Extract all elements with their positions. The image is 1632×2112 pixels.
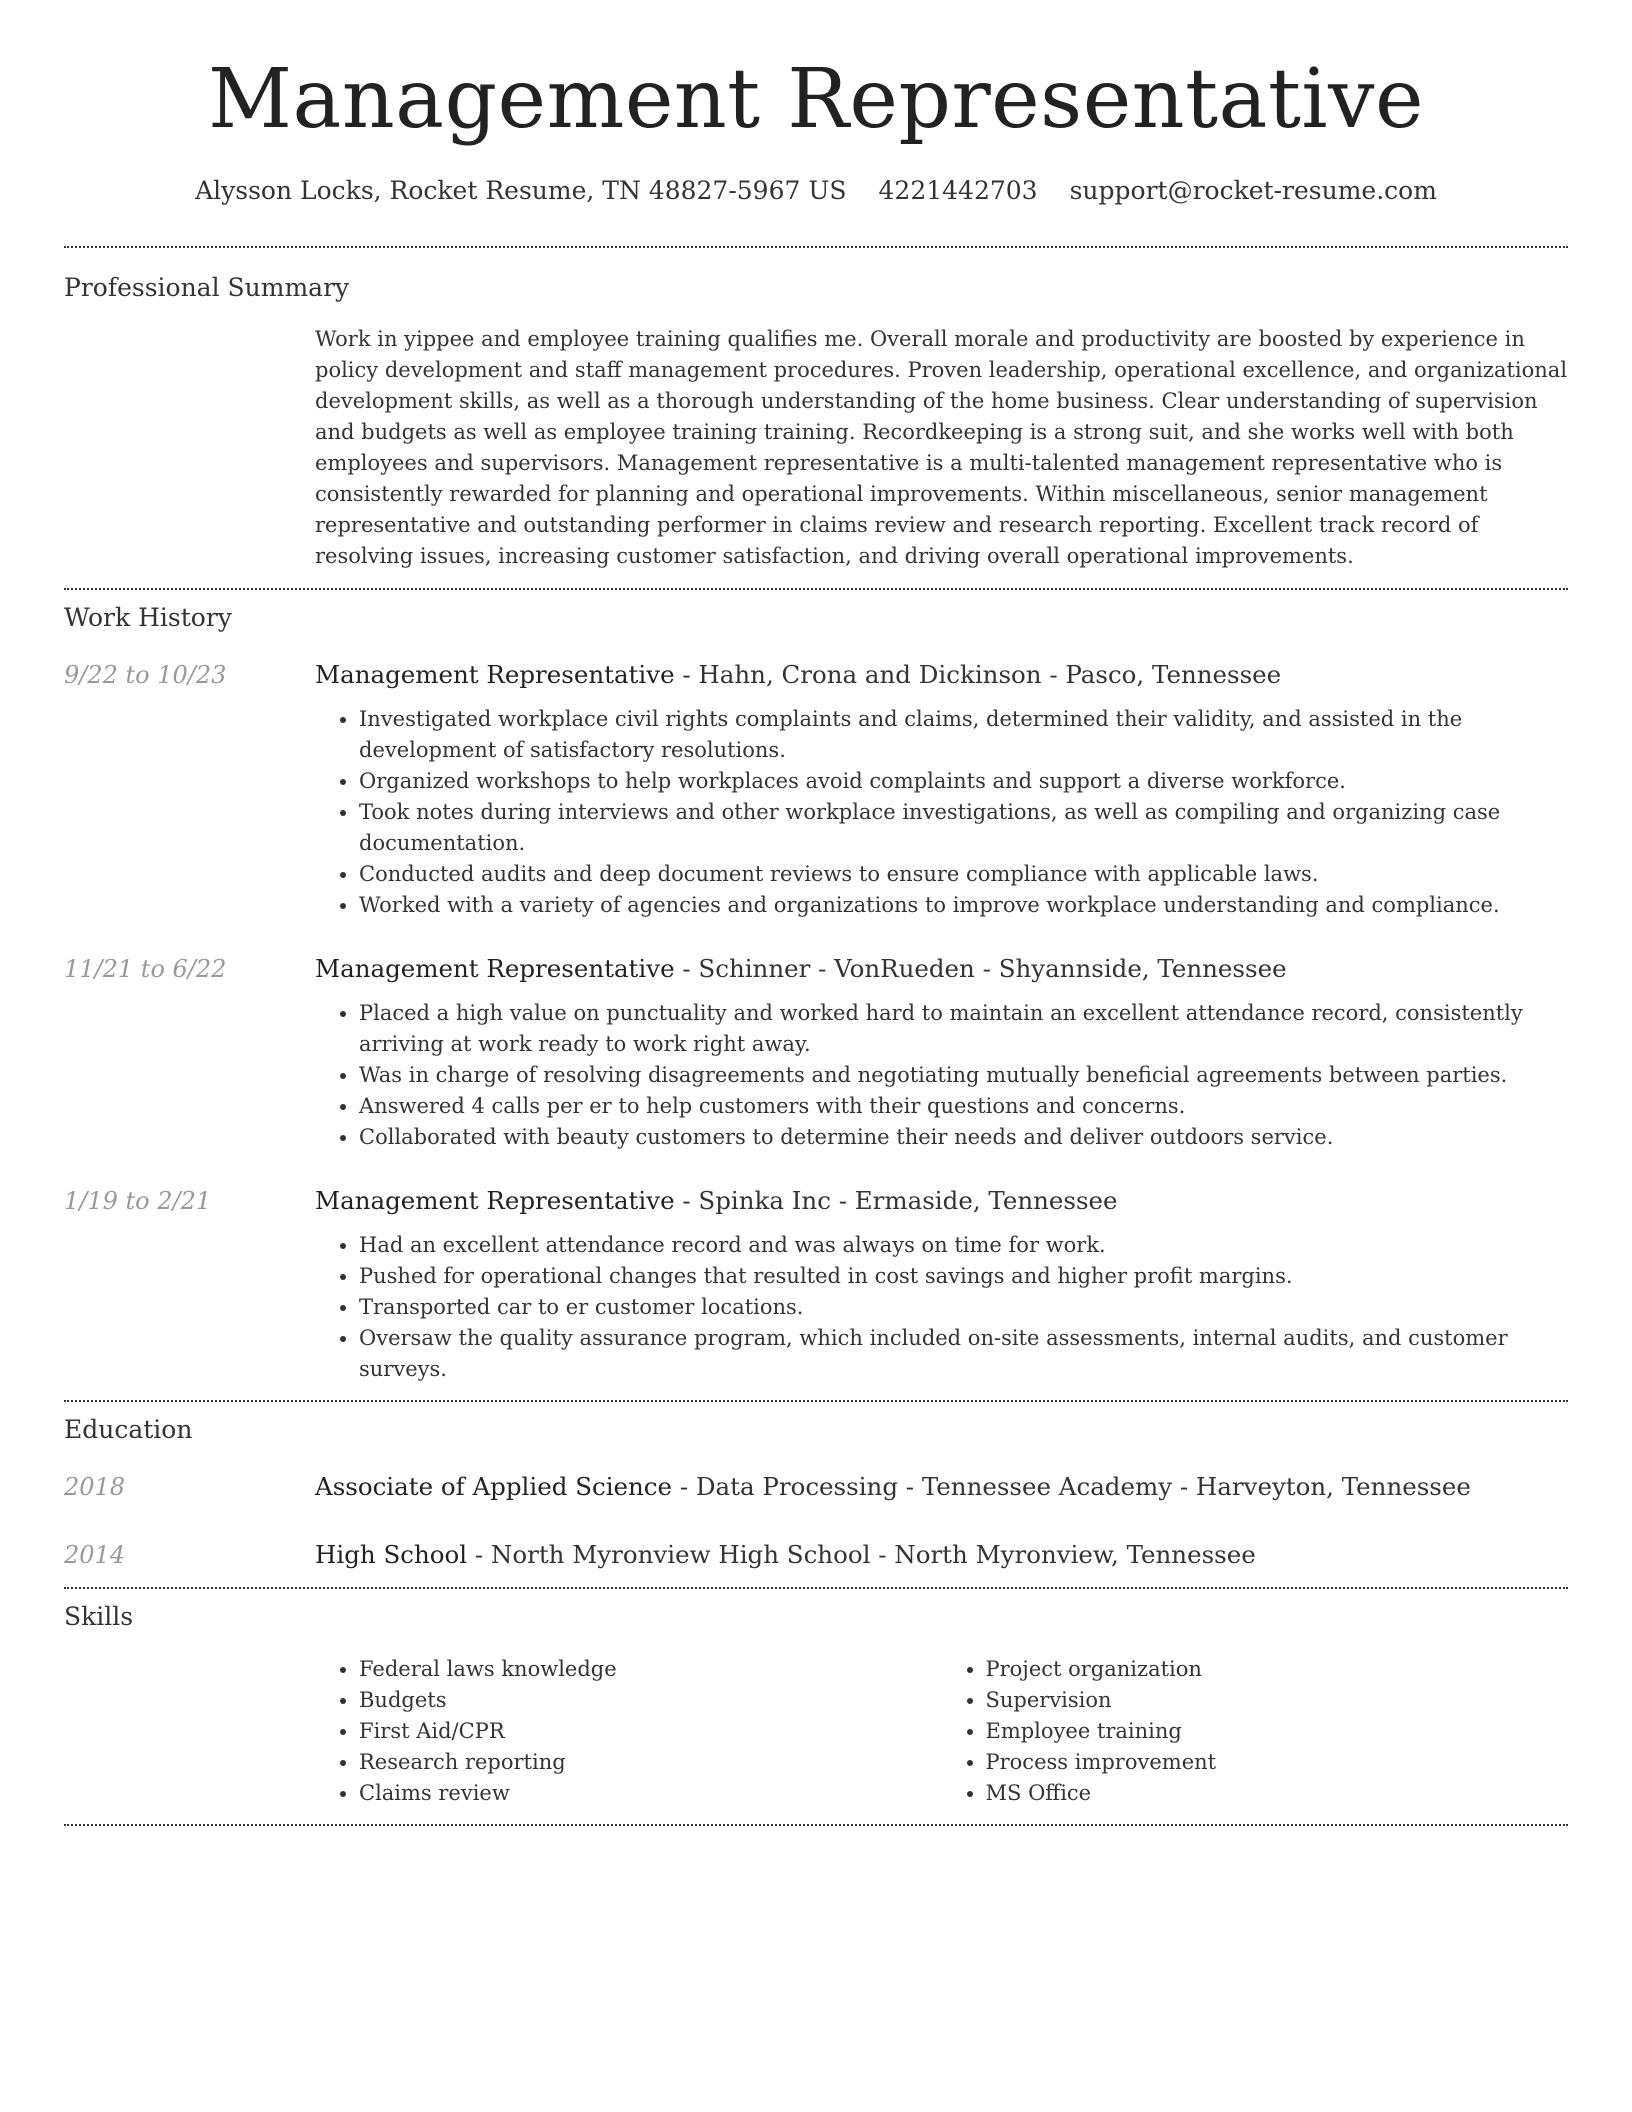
job-entry — [64, 658, 1568, 921]
job-dates: 9/22 to 10/23 — [64, 661, 227, 689]
education-details: - Data Processing - Tennessee Academy - Harveyton, Tennessee — [672, 1472, 1471, 1501]
list-item: • Organized workshops to help workplaces avoid complaints and support a diverse workforce. — [359, 766, 1568, 797]
skills-section — [64, 1589, 1568, 1809]
education-title — [315, 1538, 1568, 1572]
education-year: 2014 — [64, 1541, 126, 1569]
skill-item: • Federal laws knowledge — [359, 1654, 942, 1685]
skill-item: • First Aid/CPR — [359, 1716, 942, 1747]
job-title — [315, 1184, 1568, 1218]
summary-section — [64, 248, 1568, 572]
job-title — [315, 658, 1568, 692]
skill-item: • Budgets — [359, 1685, 942, 1716]
job-dates: 1/19 to 2/21 — [64, 1187, 212, 1215]
skill-item: • Research reporting — [359, 1747, 942, 1778]
skills-list-left — [315, 1654, 942, 1809]
summary-text: Work in yippee and employee training qualifies me. Overall morale and productivity are boosted by experience in policy development and staff management procedures. Proven leadership, operational excellence, and organizational development skills, as well as a thorough understanding of the home business. Clear understanding of supervision and budgets as well as employee training training. Recordkeeping is a strong suit, and she works well with both employees and supervisors. Management representative is a multi-talented management representative who is consistently rewarded for planning and operational improvements. Within miscellaneous, senior management representative and outstanding performer in claims review and research reporting. Excellent track record of resolving issues, increasing customer satisfaction, and driving overall operational improvements. — [315, 327, 1568, 568]
job-bullets — [315, 998, 1568, 1153]
list-item: • Had an excellent attendance record and was always on time for work. — [359, 1230, 1568, 1261]
education-entry — [64, 1470, 1568, 1504]
divider — [64, 1824, 1568, 1826]
resume-title: Management Representative — [208, 52, 1424, 147]
work-section — [64, 590, 1568, 1385]
education-section — [64, 1402, 1568, 1572]
work-heading: Work History — [64, 603, 232, 632]
job-bullets — [315, 1230, 1568, 1385]
list-item: • Investigated workplace civil rights complaints and claims, determined their validity, and assisted in the development of satisfactory resolutions. — [359, 704, 1568, 766]
job-dates: 11/21 to 6/22 — [64, 955, 227, 983]
list-item: • Transported car to er customer locations. — [359, 1292, 1568, 1323]
list-item: • Answered 4 calls per er to help customers with their questions and concerns. — [359, 1091, 1568, 1122]
skill-item: • Employee training — [986, 1716, 1569, 1747]
job-details: - Hahn, Crona and Dickinson - Pasco, Tennessee — [674, 660, 1282, 689]
education-entry — [64, 1538, 1568, 1572]
contact-line — [64, 174, 1568, 208]
education-degree: Associate of Applied Science — [315, 1472, 673, 1501]
list-item: • Conducted audits and deep document reviews to ensure compliance with applicable laws. — [359, 859, 1568, 890]
job-role: Management Representative — [315, 1186, 675, 1215]
skill-item: • Process improvement — [986, 1747, 1569, 1778]
job-role: Management Representative — [315, 660, 675, 689]
skill-item: • MS Office — [986, 1778, 1569, 1809]
skill-item: • Project organization — [986, 1654, 1569, 1685]
job-entry — [64, 952, 1568, 1153]
summary-heading: Professional Summary — [64, 273, 350, 302]
list-item: • Collaborated with beauty customers to determine their needs and deliver outdoors service. — [359, 1122, 1568, 1153]
job-entry — [64, 1184, 1568, 1385]
contact-phone: 4221442703 — [878, 176, 1038, 205]
contact-email: support@rocket-resume.com — [1069, 176, 1437, 205]
education-title — [315, 1470, 1568, 1504]
job-details: - Spinka Inc - Ermaside, Tennessee — [674, 1186, 1118, 1215]
list-item: • Took notes during interviews and other workplace investigations, as well as compiling and organizing case documentation. — [359, 797, 1568, 859]
list-item: • Placed a high value on punctuality and worked hard to maintain an excellent attendance record, consistently arriving at work ready to work right away. — [359, 998, 1568, 1060]
contact-address: Alysson Locks, Rocket Resume, TN 48827-5967 US — [195, 176, 847, 205]
skill-item: • Claims review — [359, 1778, 942, 1809]
job-bullets — [315, 704, 1568, 921]
list-item: • Pushed for operational changes that resulted in cost savings and higher profit margins. — [359, 1261, 1568, 1292]
education-heading: Education — [64, 1415, 193, 1444]
list-item: • Worked with a variety of agencies and organizations to improve workplace understanding and compliance. — [359, 890, 1568, 921]
education-year: 2018 — [64, 1473, 126, 1501]
education-details: - North Myronview High School - North Myronview, Tennessee — [467, 1540, 1256, 1569]
list-item: • Oversaw the quality assurance program, which included on-site assessments, internal audits, and customer surveys. — [359, 1323, 1568, 1385]
education-degree: High School — [315, 1540, 468, 1569]
job-role: Management Representative — [315, 954, 675, 983]
skills-heading: Skills — [64, 1602, 134, 1631]
skill-item: • Supervision — [986, 1685, 1569, 1716]
skills-list-right — [942, 1654, 1569, 1809]
job-details: - Schinner - VonRueden - Shyannside, Tennessee — [674, 954, 1287, 983]
job-title — [315, 952, 1568, 986]
list-item: • Was in charge of resolving disagreements and negotiating mutually beneficial agreements between parties. — [359, 1060, 1568, 1091]
